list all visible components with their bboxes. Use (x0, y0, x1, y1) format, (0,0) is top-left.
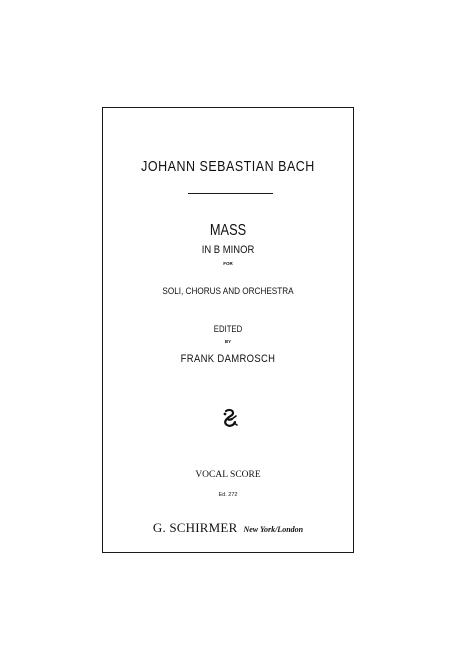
publisher-name: G. SCHIRMER (152, 520, 238, 535)
work-key: IN B MINOR (201, 244, 255, 256)
work-title: MASS (209, 222, 247, 239)
score-type: VOCAL SCORE (195, 470, 261, 480)
title-page-frame (102, 107, 354, 553)
publisher-line (103, 520, 353, 536)
publisher-monogram-icon (220, 408, 240, 428)
for-word: FOR (223, 261, 233, 266)
composer-name: JOHANN SEBASTIAN BACH (141, 159, 315, 175)
performing-forces: SOLI, CHORUS AND ORCHESTRA (162, 286, 294, 297)
publisher-cities: New York/London (243, 525, 304, 534)
edited-label: EDITED (213, 324, 243, 334)
edition-number: Ed. 272 (218, 492, 238, 498)
by-word: BY (224, 339, 232, 344)
editor-name: FRANK DAMROSCH (180, 353, 276, 365)
divider-rule (188, 193, 273, 194)
